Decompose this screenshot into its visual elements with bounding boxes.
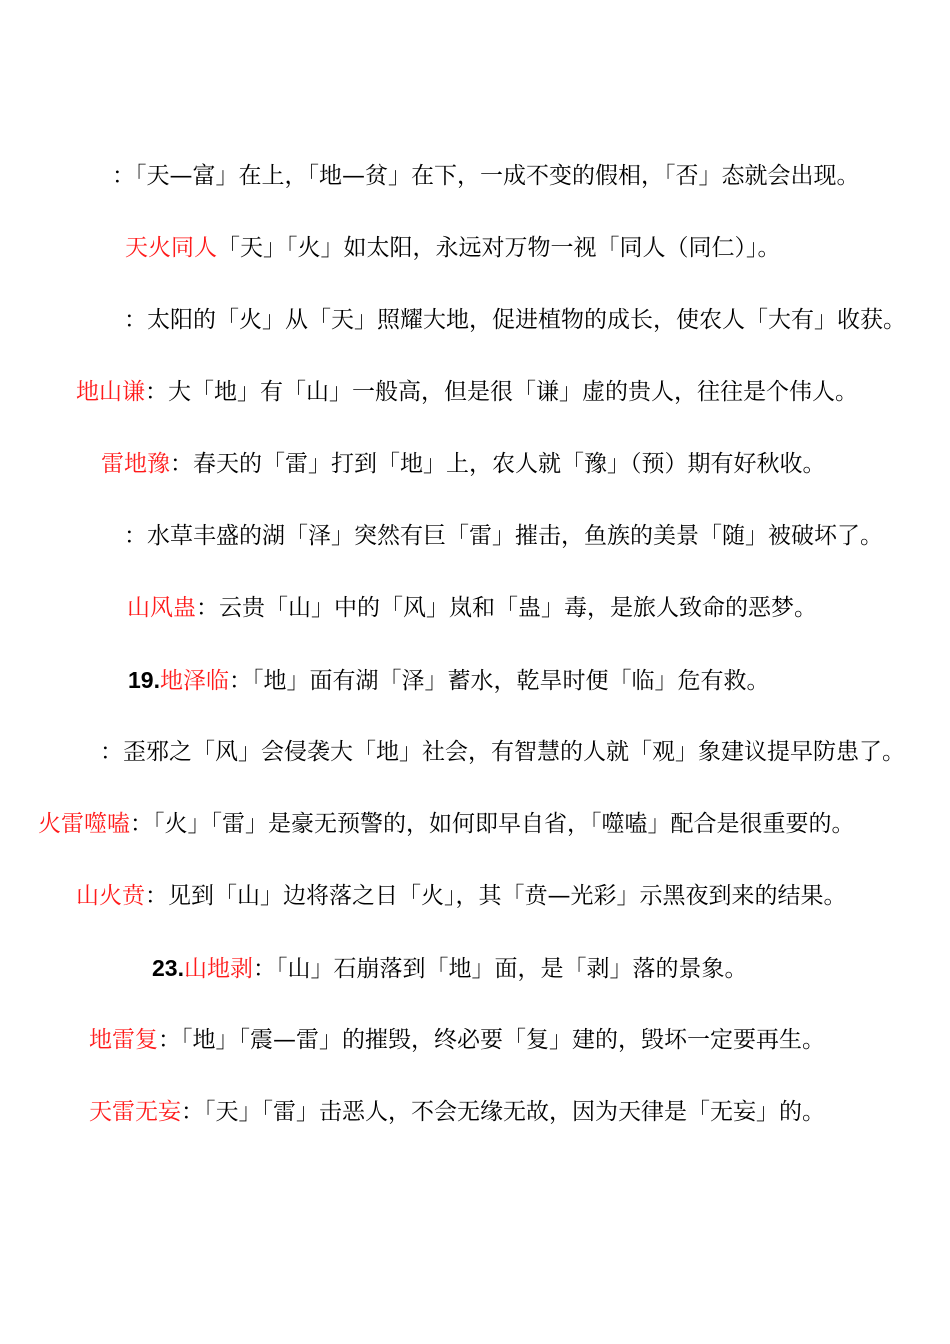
line-text: ：「地」面有湖「泽」蓄水，乾旱时便「临」危有救。 — [228, 668, 770, 694]
hexagram-line-lin — [128, 664, 769, 696]
hexagram-name: 山火贲 — [76, 883, 145, 909]
hexagram-line-da-you — [124, 304, 906, 336]
line-text: ：水草丰盛的湖「泽」突然有巨「雷」摧击，鱼族的美景「随」被破坏了。 — [124, 523, 883, 549]
hexagram-line-fu — [89, 1024, 825, 1056]
line-text: ：「地」「震—雷」的摧毁，终必要「复」建的，毁坏一定要再生。 — [158, 1027, 825, 1053]
hexagram-line-yu — [101, 448, 826, 480]
hexagram-name: 地雷复 — [89, 1027, 158, 1053]
hexagram-name: 地山谦 — [76, 379, 145, 405]
hexagram-line-pi — [112, 160, 860, 192]
hexagram-line-sui — [124, 520, 883, 552]
hexagram-line-guan — [100, 736, 905, 768]
hexagram-line-qian — [76, 376, 858, 408]
hexagram-line-shi-ke — [38, 808, 855, 840]
line-text: ：「山」石崩落到「地」面，是「剥」落的景象。 — [252, 956, 748, 982]
line-text: ：春天的「雷」打到「地」上，农人就「豫」（预）期有好秋收。 — [170, 451, 826, 477]
hexagram-line-bi — [76, 880, 847, 912]
hexagram-name: 山风蛊 — [127, 595, 196, 621]
hexagram-name: 天雷无妄 — [89, 1099, 181, 1125]
hexagram-line-gu — [127, 592, 817, 624]
line-text: ：见到「山」边将落之日「火」，其「贲—光彩」示黑夜到来的结果。 — [145, 883, 847, 909]
line-text: ：大「地」有「山」一般高，但是很「谦」虚的贵人，往往是个伟人。 — [145, 379, 858, 405]
hexagram-line-wu-wang — [89, 1096, 825, 1128]
hexagram-name: 山地剥 — [183, 956, 253, 982]
line-text: ：「火」「雷」是豪无预警的，如何即早自省，「噬嗑」配合是很重要的。 — [130, 811, 855, 837]
line-text: ：「天」「雷」击恶人，不会无缘无故，因为天律是「无妄」的。 — [181, 1099, 825, 1125]
line-text: ：太阳的「火」从「天」照耀大地，促进植物的成长，使农人「大有」收获。 — [124, 307, 906, 333]
hexagram-name: 地泽临 — [159, 668, 229, 694]
hexagram-name: 天火同人 — [125, 235, 217, 261]
hexagram-line-bo — [152, 952, 747, 984]
line-text: ：歪邪之「风」会侵袭大「地」社会，有智慧的人就「观」象建议提早防患了。 — [100, 739, 905, 765]
line-text: 「天」「火」如太阳，永远对万物一视「同人（同仁）」。 — [217, 235, 781, 261]
item-number: 23. — [152, 955, 184, 981]
item-number: 19. — [128, 667, 160, 693]
hexagram-name: 火雷噬嗑 — [38, 811, 130, 837]
hexagram-line-tong-ren — [125, 232, 781, 264]
line-text: ：云贵「山」中的「风」岚和「蛊」毒，是旅人致命的恶梦。 — [196, 595, 817, 621]
hexagram-name: 雷地豫 — [101, 451, 170, 477]
line-text: ：「天—富」在上，「地—贫」在下，一成不变的假相，「否」态就会出现。 — [112, 163, 860, 189]
